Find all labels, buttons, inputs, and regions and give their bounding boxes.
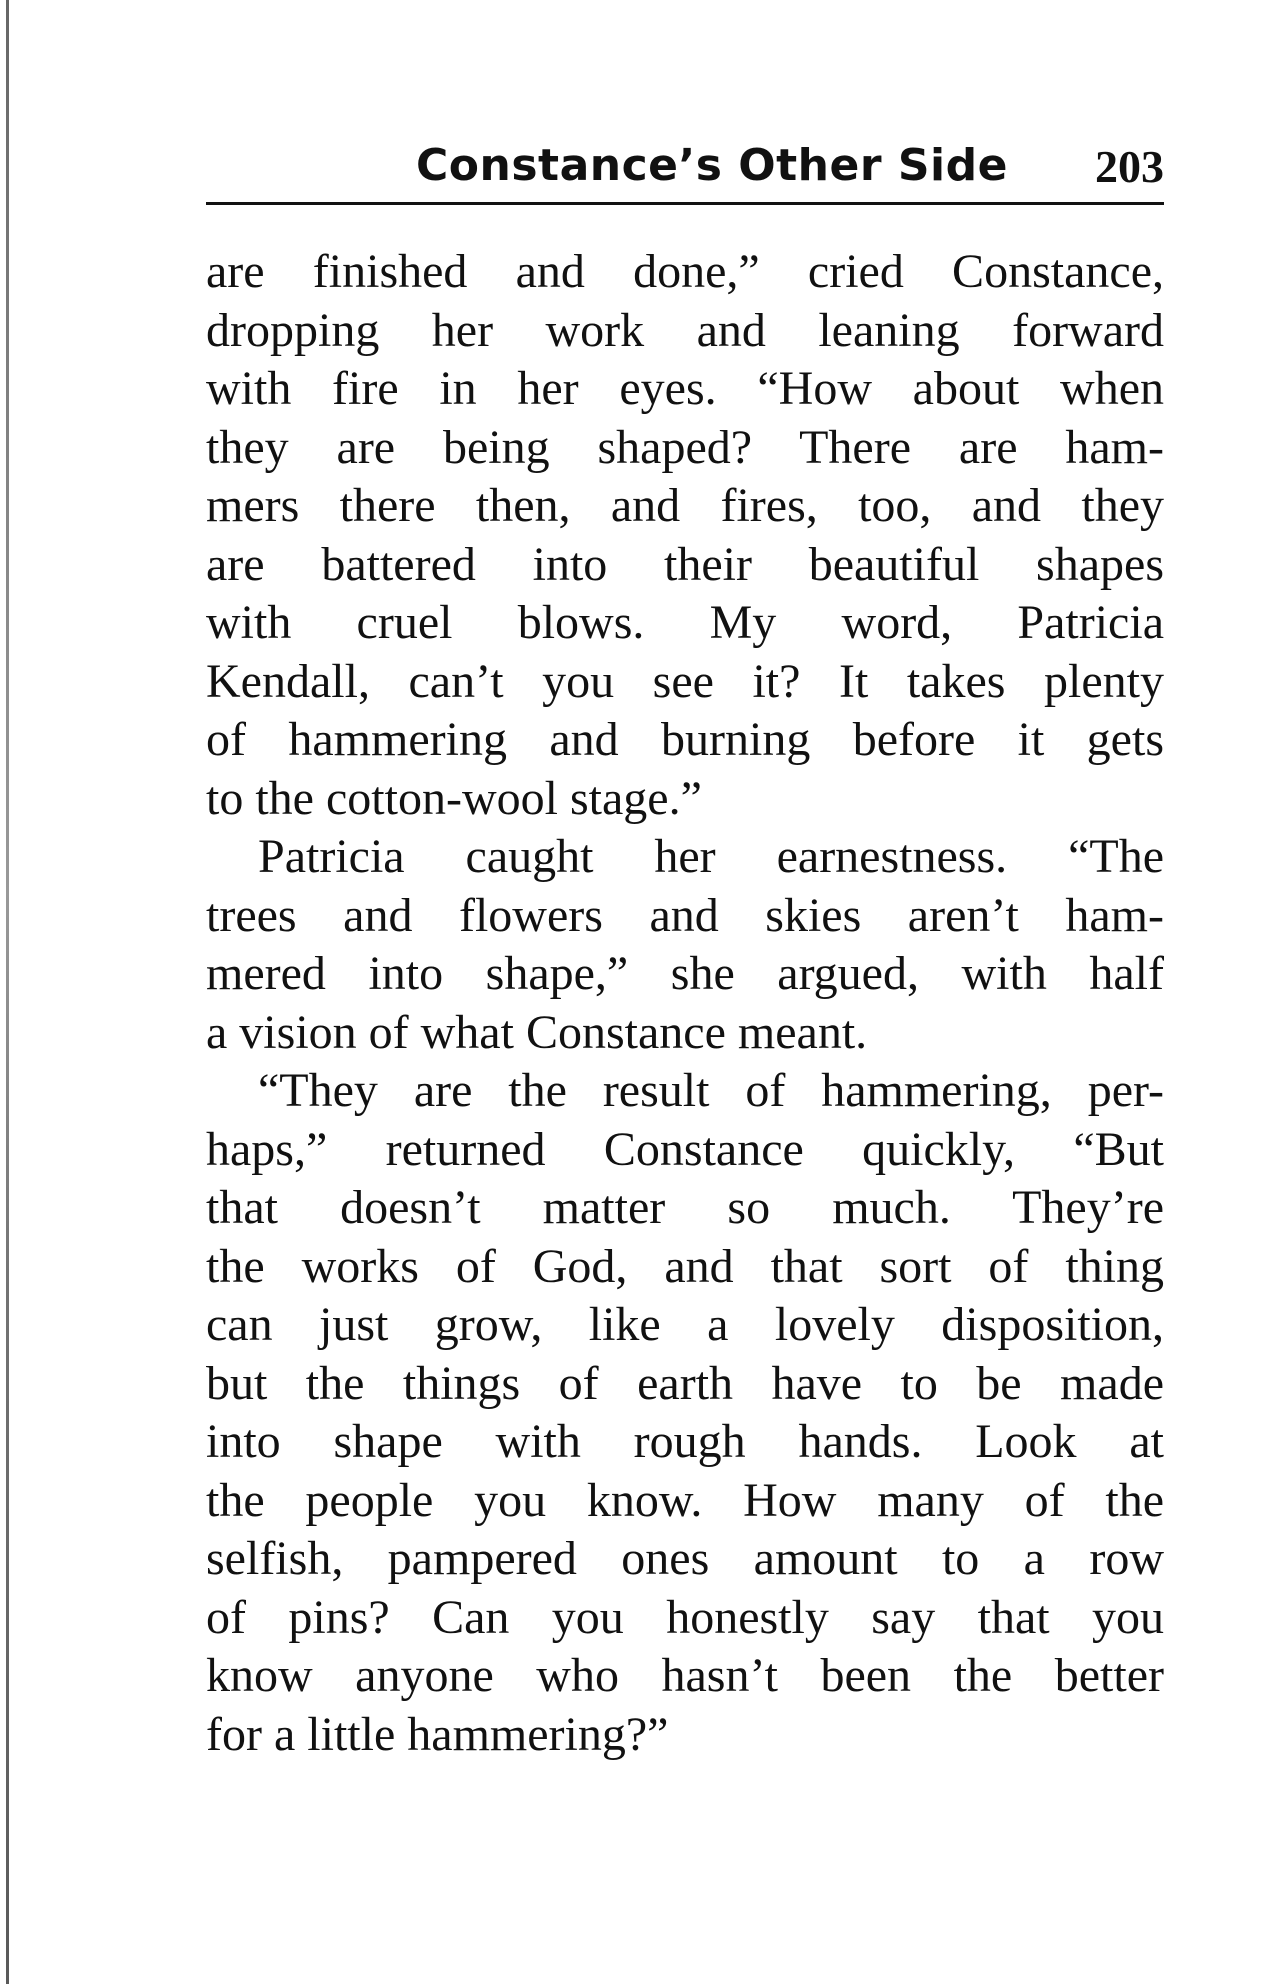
text-line: trees and flowers and skies aren’t ham-	[206, 888, 1164, 942]
text-line: that doesn’t matter so much. They’re	[206, 1181, 1164, 1234]
text-line: are battered into their beautiful shapes	[206, 537, 1164, 591]
text-line: can just grow, like a lovely disposition,	[206, 1298, 1164, 1351]
page-number: 203	[1095, 141, 1164, 192]
text-line: haps,” returned Constance quickly, “But	[206, 1122, 1164, 1176]
text-line: the works of God, and that sort of thing	[206, 1239, 1164, 1293]
running-head-title: Constance’s Other Side	[416, 140, 1008, 191]
text-line: selfish, pampered ones amount to a row	[206, 1532, 1164, 1585]
text-line: know anyone who hasn’t been the better	[206, 1649, 1164, 1702]
running-head	[206, 140, 1164, 205]
text-line: into shape with rough hands. Look at	[206, 1415, 1164, 1468]
text-line: are finished and done,” cried Constance,	[206, 245, 1164, 298]
text-line: but the things of earth have to be made	[206, 1356, 1164, 1410]
text-line: with cruel blows. My word, Patricia	[206, 596, 1164, 649]
text-line: of hammering and burning before it gets	[206, 713, 1164, 766]
book-page	[206, 140, 1164, 1764]
paragraph-end-line: to the cotton-wool stage.”	[206, 771, 702, 825]
text-line: Kendall, can’t you see it? It takes plenty	[206, 654, 1164, 708]
body-text	[206, 243, 1164, 1764]
page-gutter-edge	[6, 0, 9, 1984]
text-line: of pins? Can you honestly say that you	[206, 1590, 1164, 1644]
text-line: dropping her work and leaning forward	[206, 303, 1164, 357]
text-line: the people you know. How many of the	[206, 1473, 1164, 1527]
text-line: mers there then, and fires, too, and they	[206, 479, 1164, 532]
text-line: they are being shaped? There are ham-	[206, 420, 1164, 474]
paragraph-start-line: “They are the result of hammering, per-	[258, 1064, 1164, 1117]
paragraph-start-line: Patricia caught her earnestness. “The	[258, 830, 1164, 883]
paragraph-end-line: a vision of what Constance meant.	[206, 1005, 868, 1059]
text-line: mered into shape,” she argued, with half	[206, 947, 1164, 1000]
text-line: with fire in her eyes. “How about when	[206, 362, 1164, 415]
paragraph-end-line: for a little hammering?”	[206, 1707, 669, 1761]
